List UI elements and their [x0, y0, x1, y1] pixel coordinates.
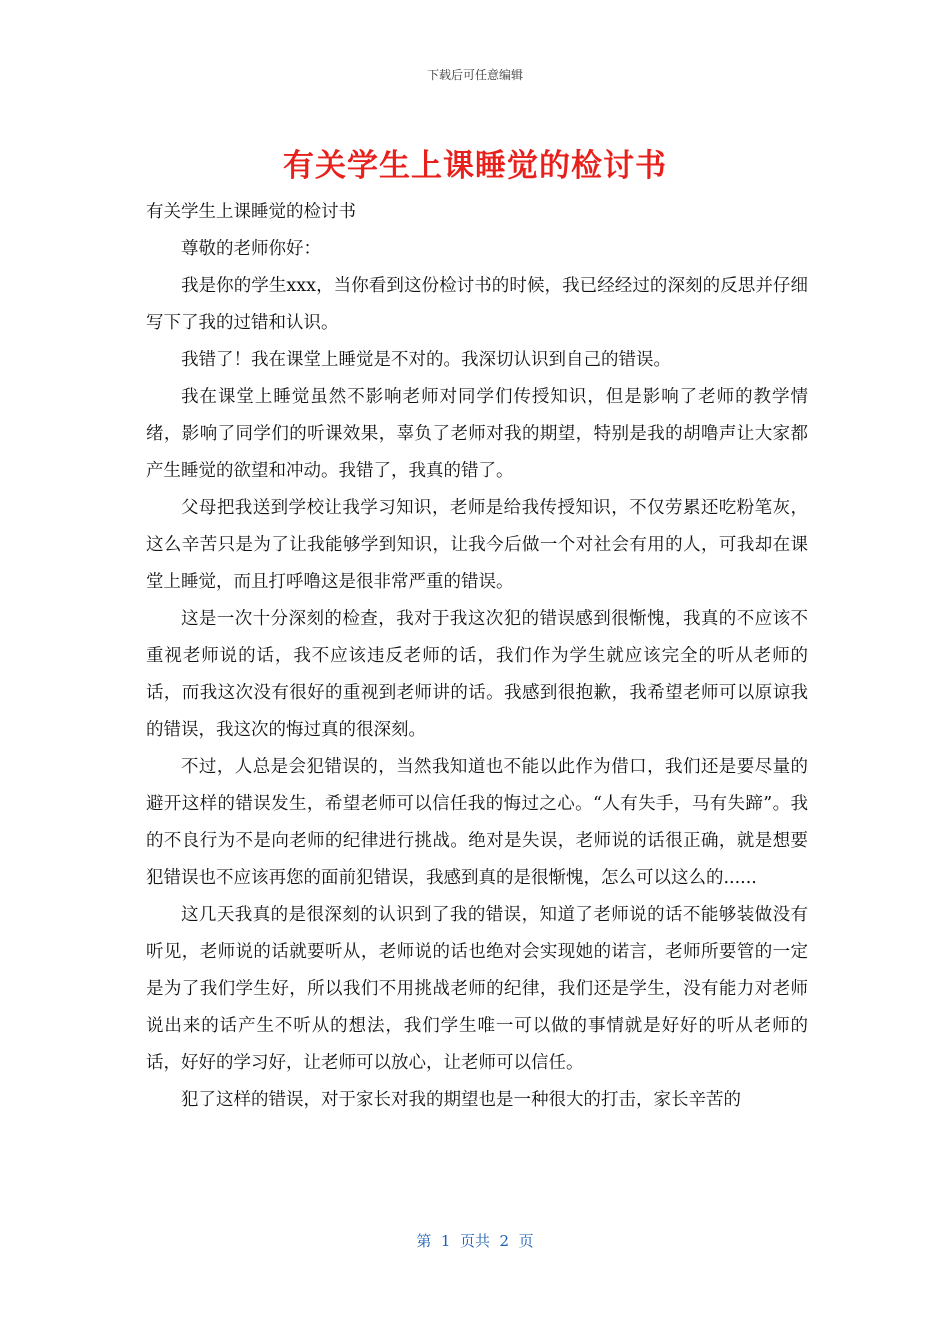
document-subtitle: 有关学生上课睡觉的检讨书 [146, 202, 356, 222]
header-note: 下载后可任意编辑 [426, 68, 523, 82]
paragraph: 我错了！我在课堂上睡觉是不对的。我深切认识到自己的错误。 [181, 350, 671, 370]
paragraph: 不过，人总是会犯错误的，当然我知道也不能以此作为借口，我们还是要尽量的避开这样的错误发生，希望老师可以信任我的悔过之心。“人有失手，马有失蹄”。我的不良行为不是向老师的纪律进行挑战。绝对是失误，老师说的话很正确，就是想要犯错误也不应该再您的面前犯错误，我感到真的是很惭愧，怎么可以这么的...... [146, 757, 808, 888]
page-number-footer: 第 1 页共 2 页 [416, 1232, 534, 1250]
paragraph-salutation: 尊敬的老师你好： [181, 239, 321, 259]
paragraph: 这是一次十分深刻的检查，我对于我这次犯的错误感到很惭愧，我真的不应该不重视老师说的话，我不应该违反老师的话，我们作为学生就应该完全的听从老师的话，而我这次没有很好的重视到老师讲的话。我感到很抱歉，我希望老师可以原谅我的错误，我这次的悔过真的很深刻。 [146, 609, 808, 740]
paragraph: 这几天我真的是很深刻的认识到了我的错误，知道了老师说的话不能够装做没有听见，老师说的话就要听从，老师说的话也绝对会实现她的诺言，老师所要管的一定是为了我们学生好，所以我们不用挑战老师的纪律，我们还是学生，没有能力对老师说出来的话产生不听从的想法，我们学生唯一可以做的事情就是好好的听从老师的话，好好的学习好，让老师可以放心，让老师可以信任。 [146, 905, 808, 1073]
paragraph: 犯了这样的错误，对于家长对我的期望也是一种很大的打击，家长辛苦的 [181, 1090, 741, 1110]
document-body [146, 194, 808, 1119]
paragraph: 我在课堂上睡觉虽然不影响老师对同学们传授知识，但是影响了老师的教学情绪，影响了同学们的听课效果，辜负了老师对我的期望，特别是我的胡噜声让大家都产生睡觉的欲望和冲动。我错了，我真的错了。 [146, 387, 808, 481]
paragraph: 父母把我送到学校让我学习知识，老师是给我传授知识，不仅劳累还吃粉笔灰，这么辛苦只是为了让我能够学到知识，让我今后做一个对社会有用的人，可我却在课堂上睡觉，而且打呼噜这是很非常严重的错误。 [146, 498, 808, 592]
document-title: 有关学生上课睡觉的检讨书 [283, 148, 667, 184]
paragraph: 我是你的学生xxx，当你看到这份检讨书的时候，我已经经过的深刻的反思并仔细写下了我的过错和认识。 [146, 276, 808, 333]
